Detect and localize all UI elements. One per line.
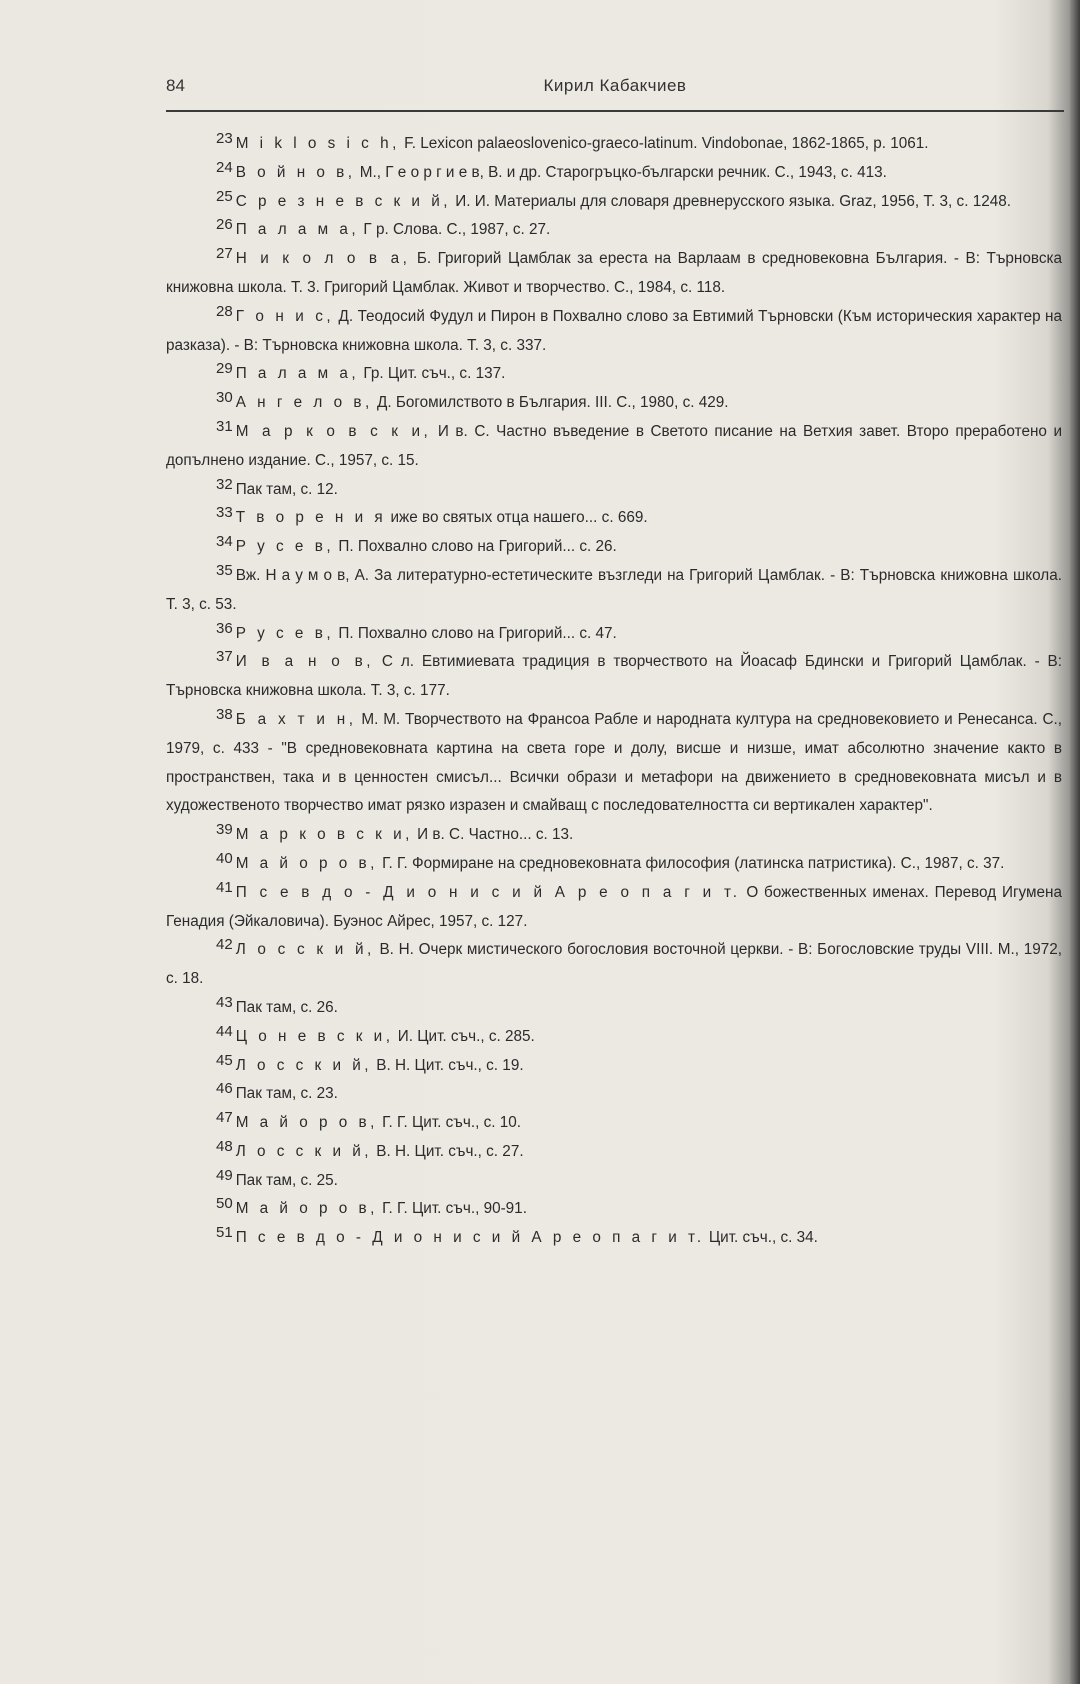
footnote-author: П с е в д о - Д и о н и с и й А р е о п а г и т. (235, 1229, 705, 1247)
footnote-text: В. Н. Цит. съч., с. 27. (372, 1142, 524, 1160)
footnote-text: Г. Г. Цит. съч., 90-91. (377, 1200, 527, 1218)
footnote-author: В о й н о в, (235, 163, 356, 181)
footnote-author: М а й о р о в, (235, 1200, 378, 1218)
footnote-number: 31 (216, 417, 233, 435)
footnote-author: И в а н о в, (235, 653, 375, 671)
footnote-36 (166, 620, 1062, 649)
footnote-number: 35 (216, 561, 233, 579)
footnote-number: 41 (216, 878, 233, 896)
footnote-number: 33 (216, 504, 233, 522)
footnote-text: Пак там, с. 25. (235, 1171, 338, 1189)
footnote-author: М а й о р о в, (235, 1114, 378, 1132)
footnote-text: В. Н. Цит. съч., с. 19. (372, 1056, 524, 1074)
footnote-47 (166, 1109, 1062, 1138)
footnote-number: 51 (216, 1224, 233, 1242)
footnote-27 (166, 245, 1062, 303)
footnote-number: 46 (216, 1080, 233, 1098)
footnote-number: 36 (216, 619, 233, 637)
footnote-number: 37 (216, 648, 233, 666)
footnote-number: 44 (216, 1022, 233, 1040)
page-edge-shadow (1070, 0, 1080, 1684)
footnote-number: 42 (216, 936, 233, 954)
footnote-author: Л о с с к и й, (235, 1056, 373, 1074)
footnote-40 (166, 850, 1062, 879)
footnote-41 (166, 879, 1062, 937)
footnote-number: 50 (216, 1195, 233, 1213)
footnote-number: 24 (216, 158, 233, 176)
footnote-text: И в. С. Частно... с. 13. (412, 826, 574, 844)
footnote-author: Л о с с к и й, (235, 941, 375, 959)
footnote-33 (166, 504, 1062, 533)
footnote-38 (166, 706, 1062, 821)
page-header (166, 72, 1064, 100)
footnote-author: С р е з н е в с к и й, (235, 192, 452, 210)
footnote-text: Цит. съч., с. 34. (704, 1229, 818, 1247)
footnote-text: Г. Г. Цит. съч., с. 10. (377, 1114, 521, 1132)
footnote-text: М. М. Творчеството на Франсоа Рабле и народната култура на средновековието и Ренесанса. С., 1979, с. 433 - "В средновековната картина на света горе и долу, висше и низше, имат абсолютно значение както в пространствен, така и в ценностен смисъл... Всички образи и метафори на движението в средновековната мисъл и в художественото творчество имат рязко изразен и смайващ с последователността си вертикален характер". (166, 710, 1062, 815)
footnote-author: П а л а м а, (235, 365, 360, 383)
footnote-text: Г. Г. Формиране на средновековната философия (латинска патристика). С., 1987, с. 37. (377, 854, 1005, 872)
footnote-number: 40 (216, 849, 233, 867)
footnote-35 (166, 562, 1062, 620)
footnote-text: И. Цит. съч., с. 285. (393, 1027, 535, 1045)
footnote-number: 32 (216, 475, 233, 493)
footnote-24 (166, 159, 1062, 188)
footnote-number: 38 (216, 705, 233, 723)
footnote-text: Г р. Слова. С., 1987, с. 27. (359, 221, 551, 239)
footnote-25 (166, 188, 1062, 217)
footnote-number: 23 (216, 130, 233, 147)
footnotes-list (166, 130, 1062, 1253)
footnote-author: M i k l o s i c h, (235, 135, 400, 152)
footnote-text: О божественных именах. Перевод Игумена Генадия (Эйкаловича). Буэнос Айрес, 1957, с. 127. (166, 883, 1062, 930)
footnote-43 (166, 994, 1062, 1023)
footnote-author: Т в о р е н и я (235, 509, 387, 527)
footnote-author: Б а х т и н, (235, 710, 357, 728)
footnote-text: Д. Богомилството в България. III. С., 1980, с. 429. (372, 394, 729, 412)
footnote-text: М., Г е о р г и е в, В. и др. Старогръцко-български речник. С., 1943, с. 413. (355, 163, 887, 181)
footnote-number: 27 (216, 245, 233, 263)
page-number: 84 (166, 76, 185, 95)
footnote-text: И. И. Материалы для словаря древнерусского языка. Graz, 1956, Т. 3, с. 1248. (451, 192, 1011, 210)
footnote-number: 43 (216, 993, 233, 1011)
footnote-37 (166, 648, 1062, 706)
footnote-49 (166, 1167, 1062, 1196)
footnote-author: Р у с е в, (235, 624, 335, 642)
footnote-author: М а р к о в с к и, (235, 422, 432, 440)
footnote-text: Б. Григорий Цамблак за ереста на Варлаам в средновековна България. - В: Търновска книжовна школа. Т. 3. Григорий Цамблак. Живот и творчество. С., 1984, с. 118. (166, 250, 1062, 296)
footnote-number: 28 (216, 302, 233, 320)
footnote-text: П. Похвално слово на Григорий... с. 26. (334, 538, 617, 556)
footnote-number: 25 (216, 187, 233, 205)
footnote-31 (166, 418, 1062, 476)
footnote-30 (166, 389, 1062, 418)
footnote-text: Пак там, с. 12. (235, 480, 338, 498)
running-head: Кирил Кабакчиев (543, 76, 687, 95)
footnote-51 (166, 1224, 1062, 1253)
footnote-number: 49 (216, 1166, 233, 1184)
footnote-author: П с е в д о - Д и о н и с и й А р е о п а г и т. (235, 883, 741, 901)
footnote-text: В. Н. Очерк мистического богословия восточной церкви. - В: Богословские труды VIII. М., 1972, с. 18. (166, 941, 1063, 988)
footnote-text: П. Похвално слово на Григорий... с. 47. (334, 624, 617, 642)
footnote-50 (166, 1195, 1062, 1224)
footnote-45 (166, 1052, 1062, 1081)
footnote-number: 26 (216, 216, 233, 234)
footnote-text: Гр. Цит. съч., с. 137. (359, 365, 506, 383)
footnote-number: 29 (216, 360, 233, 378)
footnote-text: F. Lexicon palaeoslovenico-graeco-latinum. Vindobonae, 1862-1865, p. 1061. (399, 135, 929, 152)
footnote-author: Ц о н е в с к и, (235, 1027, 394, 1045)
footnote-author: Л о с с к и й, (235, 1142, 373, 1160)
footnote-number: 48 (216, 1137, 233, 1155)
footnote-42 (166, 936, 1062, 994)
footnote-text: И в. С. Частно въведение в Светото писание на Ветхия завет. Второ преработено и допълнено издание. С., 1957, с. 15. (166, 422, 1062, 469)
footnote-46 (166, 1080, 1062, 1109)
footnote-26 (166, 216, 1062, 245)
footnote-author: Р у с е в, (235, 538, 335, 556)
footnote-23 (166, 130, 1062, 159)
footnote-29 (166, 360, 1062, 389)
footnote-text: Д. Теодосий Фудул и Пирон в Похвално слово за Евтимий Търновски (Към историческия характер на разказа). - В: Търновска книжовна школа. Т. 3, с. 337. (166, 307, 1062, 354)
header-rule (166, 110, 1064, 112)
footnote-number: 45 (216, 1051, 233, 1069)
footnote-text: Вж. Н а у м о в, А. За литературно-естетическите възгледи на Григорий Цамблак. - В: Търновска книжовна школа. Т. 3, с. 53. (166, 566, 1062, 613)
footnote-text: С л. Евтимиевата традиция в творчеството на Йоасаф Бдински и Григорий Цамблак. - В: Търновска книжовна школа. Т. 3, с. 177. (166, 653, 1062, 700)
footnote-number: 47 (216, 1109, 233, 1127)
footnote-author: Г о н и с, (235, 307, 335, 325)
footnote-32 (166, 476, 1062, 505)
footnote-author: П а л а м а, (235, 221, 360, 239)
footnote-author: М а й о р о в, (235, 854, 378, 872)
footnote-48 (166, 1138, 1062, 1167)
footnote-author: М а р к о в с к и, (235, 826, 413, 844)
footnote-text: Пак там, с. 26. (235, 998, 338, 1016)
footnote-author: Н и к о л о в а, (235, 250, 411, 268)
footnote-author: А н г е л о в, (235, 394, 373, 412)
footnote-39 (166, 821, 1062, 850)
footnote-34 (166, 533, 1062, 562)
footnote-text: иже во святых отца нашего... с. 669. (386, 509, 648, 527)
footnote-number: 34 (216, 533, 233, 551)
footnote-44 (166, 1023, 1062, 1052)
footnote-28 (166, 303, 1062, 361)
footnote-text: Пак там, с. 23. (235, 1085, 338, 1103)
footnote-number: 30 (216, 389, 233, 407)
footnote-number: 39 (216, 821, 233, 839)
